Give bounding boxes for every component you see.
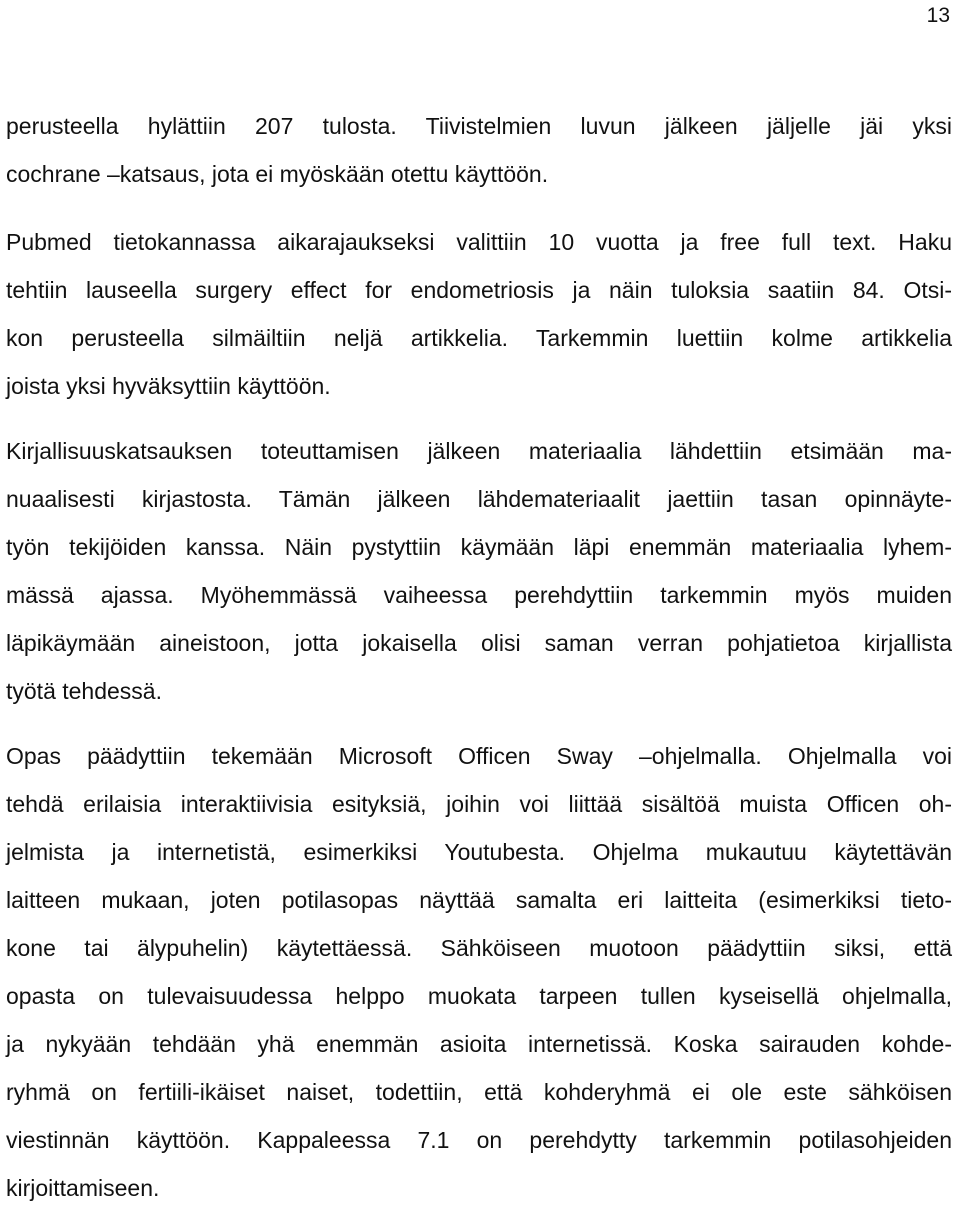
text-line: Pubmed tietokannassa aikarajaukseksi valittiin 10 vuotta ja free full text. Haku: [6, 229, 952, 255]
text-line: opasta on tulevaisuudessa helppo muokata tarpeen tullen kyseisellä ohjelmalla,: [6, 983, 952, 1009]
text-line: jelmista ja internetistä, esimerkiksi Youtubesta. Ohjelma mukautuu käytettävän: [6, 839, 952, 865]
text-line: tehtiin lauseella surgery effect for endometriosis ja näin tuloksia saatiin 84. Otsi-: [6, 277, 952, 303]
text-line: kon perusteella silmäiltiin neljä artikkelia. Tarkemmin luettiin kolme artikkelia: [6, 325, 952, 351]
page-number: 13: [926, 4, 950, 27]
document-body: [6, 102, 952, 1212]
text-line: Kirjallisuuskatsauksen toteuttamisen jälkeen materiaalia lähdettiin etsimään ma-: [6, 438, 952, 464]
text-line: ryhmä on fertiili-ikäiset naiset, todettiin, että kohderyhmä ei ole este sähköisen: [6, 1079, 952, 1105]
text-line: joista yksi hyväksyttiin käyttöön.: [6, 373, 331, 399]
text-line: työtä tehdessä.: [6, 678, 162, 704]
text-line: cochrane –katsaus, jota ei myöskään otettu käyttöön.: [6, 161, 549, 187]
text-line: nuaalisesti kirjastosta. Tämän jälkeen lähdemateriaalit jaettiin tasan opinnäyte-: [6, 486, 952, 512]
paragraph-search-results-cochrane: [6, 102, 952, 198]
paragraph-pubmed-search: [6, 218, 952, 410]
text-line: perusteella hylättiin 207 tulosta. Tiivistelmien luvun jälkeen jäljelle jäi yksi: [6, 113, 952, 139]
text-line: ja nykyään tehdään yhä enemmän asioita internetissä. Koska sairauden kohde-: [6, 1031, 952, 1057]
paragraph-sway-guide: [6, 732, 952, 1212]
text-line: tehdä erilaisia interaktiivisia esityksiä, joihin voi liittää sisältöä muista Officen oh-: [6, 791, 952, 817]
text-line: kone tai älypuhelin) käytettäessä. Sähköiseen muotoon päädyttiin siksi, että: [6, 935, 952, 961]
text-line: kirjoittamiseen.: [6, 1175, 160, 1201]
text-line: työn tekijöiden kanssa. Näin pystyttiin käymään läpi enemmän materiaalia lyhem-: [6, 534, 952, 560]
text-line: viestinnän käyttöön. Kappaleessa 7.1 on perehdytty tarkemmin potilasohjeiden: [6, 1127, 952, 1153]
text-line: laitteen mukaan, joten potilasopas näyttää samalta eri laitteita (esimerkiksi tieto-: [6, 887, 952, 913]
text-line: Opas päädyttiin tekemään Microsoft Officen Sway –ohjelmalla. Ohjelmalla voi: [6, 743, 952, 769]
paragraph-manual-search: [6, 427, 952, 715]
text-line: läpikäymään aineistoon, jotta jokaisella olisi saman verran pohjatietoa kirjallista: [6, 630, 952, 656]
text-line: mässä ajassa. Myöhemmässä vaiheessa perehdyttiin tarkemmin myös muiden: [6, 582, 952, 608]
